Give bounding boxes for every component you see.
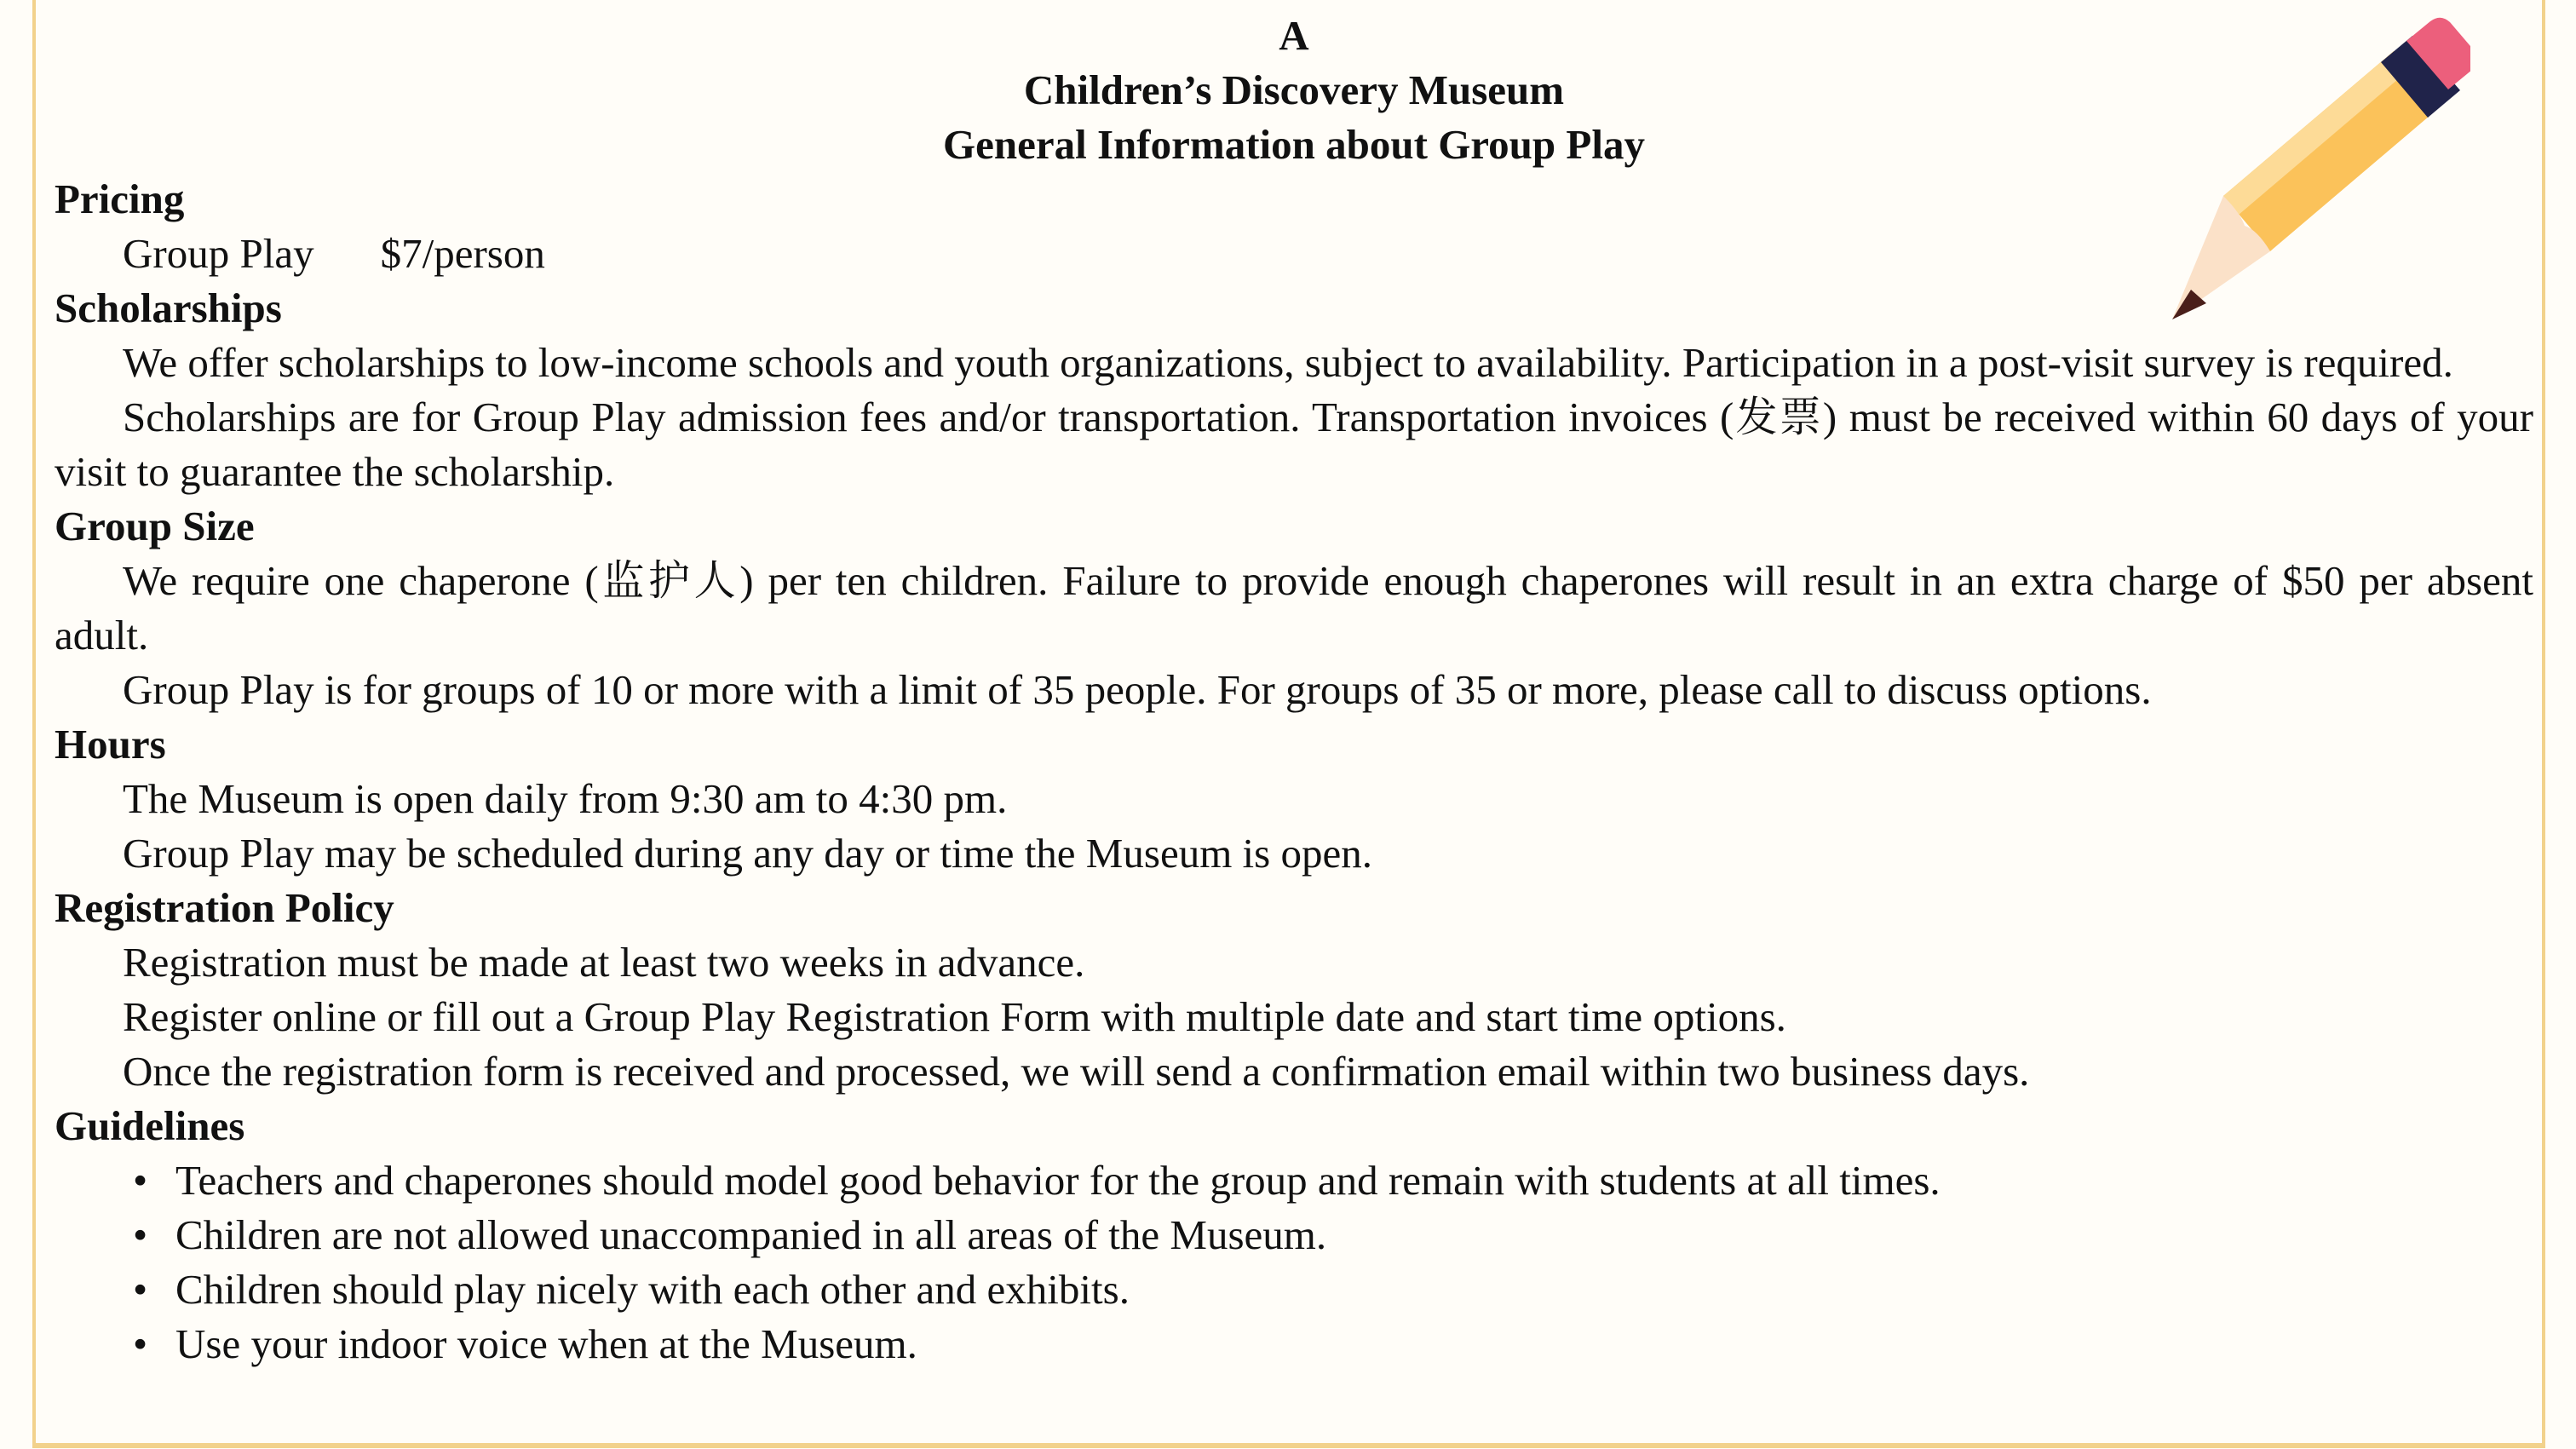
section-registration	[55, 881, 2533, 1099]
pencil-icon	[2147, 17, 2470, 332]
doc-letter: A	[1279, 12, 1309, 59]
scholarships-paragraph-2: Scholarships are for Group Play admission fees and/or transportation. Transportation invoices (发票) must be received within 60 days of your visit to guarantee the scholarship.	[55, 394, 2533, 495]
pricing-price: $7/person	[380, 230, 545, 277]
heading-guidelines: Guidelines	[55, 1102, 245, 1149]
bullet-icon: •	[133, 1157, 148, 1204]
section-guidelines	[55, 1099, 2533, 1371]
guideline-text: Children are not allowed unaccompanied in all areas of the Museum.	[175, 1211, 1327, 1258]
registration-paragraph-1: Registration must be made at least two weeks in advance.	[123, 939, 1085, 986]
hours-paragraph-1: The Museum is open daily from 9:30 am to 4:30 pm.	[123, 775, 1008, 822]
guideline-item	[133, 1317, 2533, 1371]
guideline-item	[133, 1262, 2533, 1317]
bullet-icon: •	[133, 1320, 148, 1367]
doc-title: Children’s Discovery Museum	[1023, 66, 1565, 113]
heading-group-size: Group Size	[55, 503, 255, 549]
section-hours	[55, 717, 2533, 881]
bullet-icon: •	[133, 1211, 148, 1258]
heading-registration: Registration Policy	[55, 884, 394, 931]
guideline-item	[133, 1153, 2533, 1208]
registration-paragraph-2: Register online or fill out a Group Play Registration Form with multiple date and start time options.	[123, 993, 1786, 1040]
guideline-text: Teachers and chaperones should model good behavior for the group and remain with students at all times.	[175, 1157, 1941, 1204]
registration-paragraph-3: Once the registration form is received and processed, we will send a confirmation email within two business days.	[123, 1048, 2030, 1095]
heading-scholarships: Scholarships	[55, 285, 282, 331]
guidelines-list	[55, 1153, 2533, 1371]
pencil-shape	[2172, 18, 2470, 319]
guideline-item	[133, 1208, 2533, 1262]
doc-subtitle: General Information about Group Play	[943, 121, 1645, 168]
guideline-text: Children should play nicely with each other and exhibits.	[175, 1266, 1130, 1313]
bullet-icon: •	[133, 1266, 148, 1313]
section-group-size	[55, 499, 2533, 717]
heading-pricing: Pricing	[55, 175, 185, 222]
group-size-paragraph-2: Group Play is for groups of 10 or more with a limit of 35 people. For groups of 35 or more, please call to discuss options.	[123, 666, 2152, 713]
group-size-paragraph-1: We require one chaperone (监护人) per ten children. Failure to provide enough chaperones will result in an extra charge of $50 per absent adult.	[55, 557, 2533, 658]
scholarships-paragraph-1: We offer scholarships to low-income schools and youth organizations, subject to availability. Participation in a post-visit survey is required.	[123, 339, 2453, 386]
heading-hours: Hours	[55, 721, 166, 768]
pricing-item: Group Play	[123, 230, 314, 277]
hours-paragraph-2: Group Play may be scheduled during any day or time the Museum is open.	[123, 830, 1372, 877]
guideline-text: Use your indoor voice when at the Museum.	[175, 1320, 917, 1367]
